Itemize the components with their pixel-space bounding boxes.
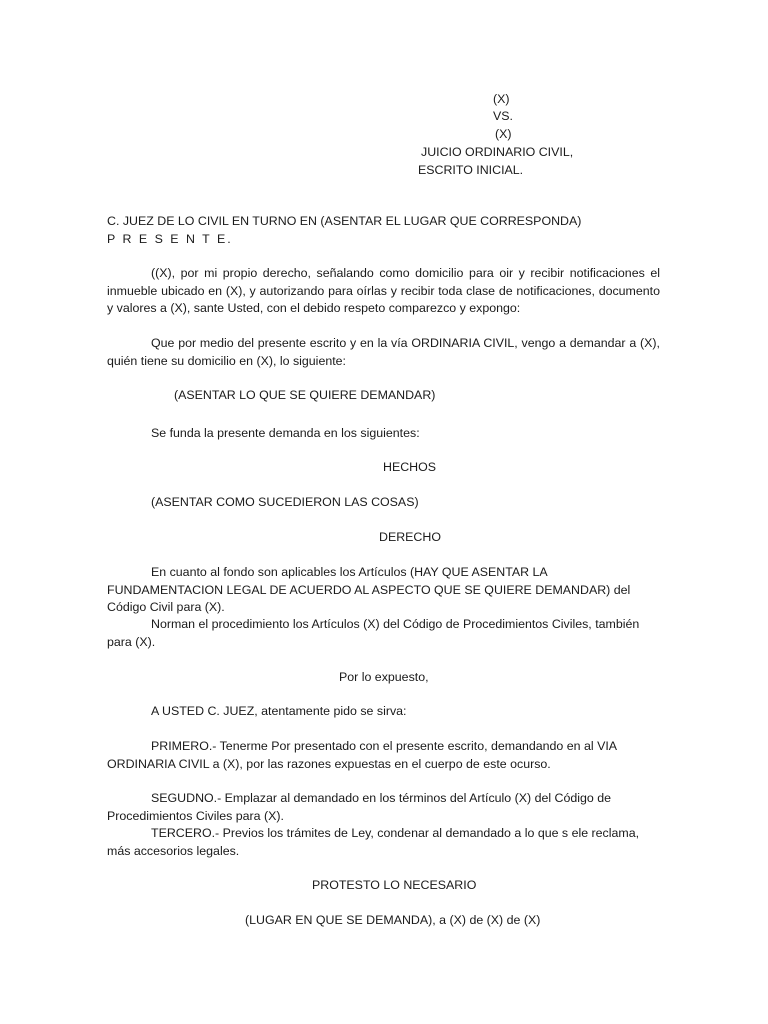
protest-line: PROTESTO LO NECESARIO xyxy=(312,878,477,892)
addressee-present: P R E S E N T E. xyxy=(107,232,233,246)
grounds-intro: Se funda la presente demanda en los siguientes: xyxy=(151,426,420,440)
petition-second: SEGUDNO.- Emplazar al demandado en los términos del Artículo (X) del Código de Procedimientos Civiles para (X). xyxy=(107,791,612,823)
header-document-type: ESCRITO INICIAL. xyxy=(418,163,524,177)
law-heading: DERECHO xyxy=(379,530,441,544)
procedure-paragraph: Norman el procedimiento los Artículos (X) del Código de Procedimientos Civiles, también para (X). xyxy=(107,617,640,649)
demand-paragraph: Que por medio del presente escrito y en la vía ORDINARIA CIVIL, vengo a demandar a (X), quién tiene su domicilio en (X), lo siguiente: xyxy=(107,336,660,368)
demand-placeholder: (ASENTAR LO QUE SE QUIERE DEMANDAR) xyxy=(174,388,436,402)
intro-paragraph: ((X), por mi propio derecho, señalando como domicilio para oir y recibir notificaciones el inmueble ubicado en (X), y autorizando para oírlas y recibir toda clase de notificaciones, documento y valores a (X), sante Usted, con el debido respeto comparezco y expongo: xyxy=(107,266,660,315)
header-versus: VS. xyxy=(493,109,513,123)
facts-placeholder: (ASENTAR COMO SUCEDIERON LAS COSAS) xyxy=(151,495,419,509)
request-intro: A USTED C. JUEZ, atentamente pido se sirva: xyxy=(151,704,407,718)
header-case-type: JUICIO ORDINARIO CIVIL, xyxy=(421,145,574,159)
header-party-b: (X) xyxy=(495,127,512,141)
law-paragraph: En cuanto al fondo son aplicables los Artículos (HAY QUE ASENTAR LA FUNDAMENTACION LEGAL DE ACUERDO AL ASPECTO QUE SE QUIERE DEMANDAR) del Código Civil para (X). xyxy=(107,565,631,614)
petition-first: PRIMERO.- Tenerme Por presentado con el presente escrito, demandando en al VIA ORDINARIA CIVIL a (X), por las razones expuestas en el cuerpo de este ocurso. xyxy=(107,739,617,771)
facts-heading: HECHOS xyxy=(383,460,437,474)
conclusion-line: Por lo expuesto, xyxy=(339,670,429,684)
place-date-line: (LUGAR EN QUE SE DEMANDA), a (X) de (X) de (X) xyxy=(245,913,541,927)
petition-third: TERCERO.- Previos los trámites de Ley, condenar al demandado a lo que s ele reclama, más accesorios legales. xyxy=(107,826,640,858)
addressee-line: C. JUEZ DE LO CIVIL EN TURNO EN (ASENTAR EL LUGAR QUE CORRESPONDA) xyxy=(107,214,582,228)
header-party-a: (X) xyxy=(493,92,510,106)
